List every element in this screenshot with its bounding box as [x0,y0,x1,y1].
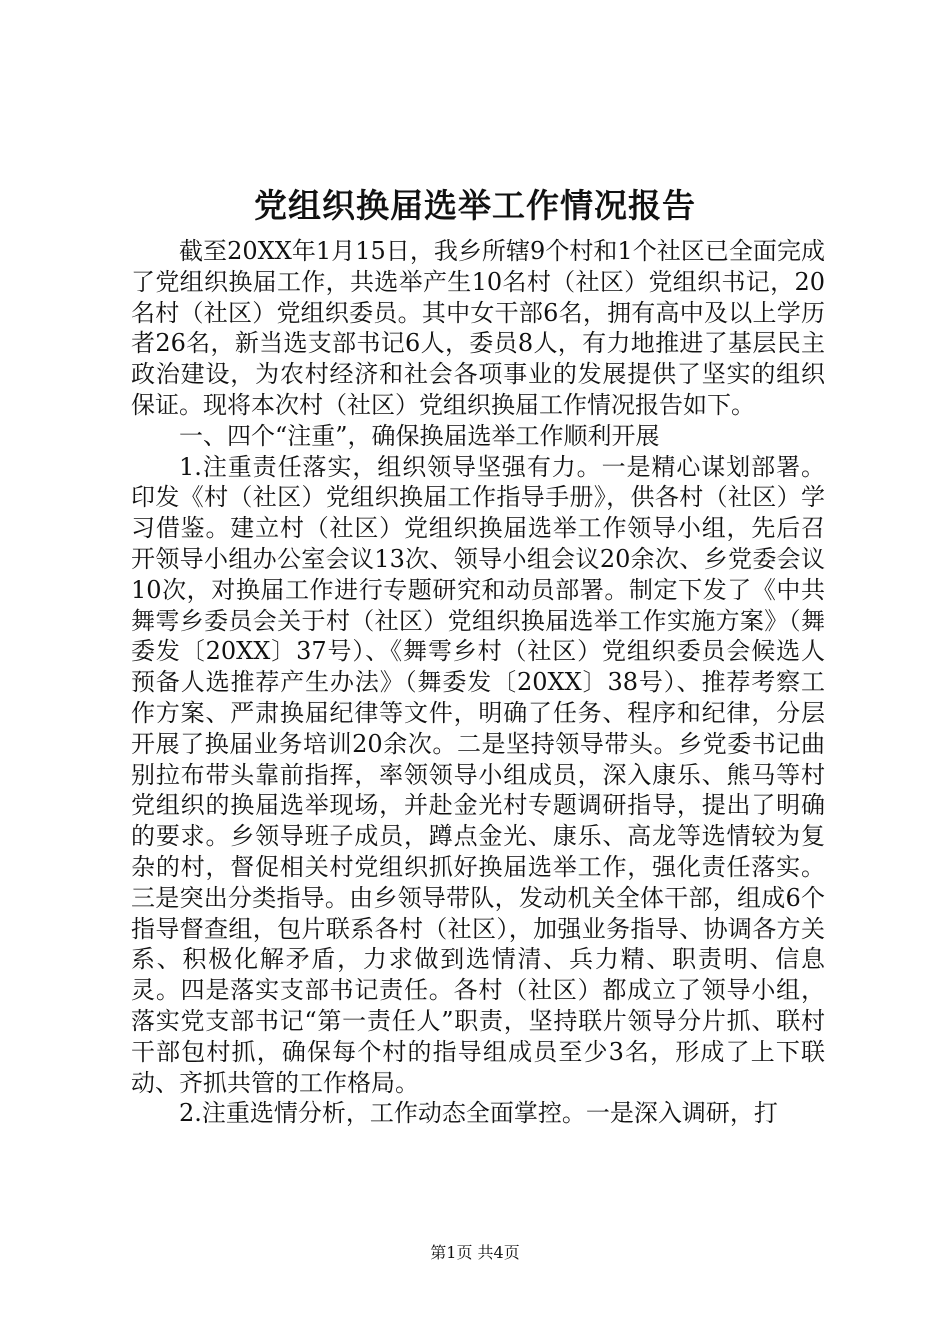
paragraph-intro: 截至20XX年1月15日，我乡所辖9个村和1个社区已全面完成了党组织换届工作，共选举产生10名村（社区）党组织书记，20名村（社区）党组织委员。其中女干部6名，拥有高中及以上学历者26名，新当选支部书记6人，委员8人，有力地推进了基层民主政治建设，为农村经济和社会各项事业的发展提供了坚实的组织保证。现将本次村（社区）党组织换届工作情况报告如下。 [131,237,825,419]
page-footer [0,1242,950,1264]
section-heading: 一、四个“注重”，确保换届选举工作顺利开展 [179,421,660,450]
paragraph-item-1: 1.注重责任落实，组织领导坚强有力。一是精心谋划部署。印发《村（社区）党组织换届工作指导手册》，供各村（社区）学习借鉴。建立村（社区）党组织换届选举工作领导小组，先后召开领导小组办公室会议13次、领导小组会议20余次、乡党委会议10次，对换届工作进行专题研究和动员部署。制定下发了《中共舞雩乡委员会关于村（社区）党组织换届选举工作实施方案》（舞委发〔20XX〕37号）、《舞雩乡村（社区）党组织委员会候选人预备人选推荐产生办法》（舞委发〔20XX〕38号）、推荐考察工作方案、严肃换届纪律等文件，明确了任务、程序和纪律，分层开展了换届业务培训20余次。二是坚持领导带头。乡党委书记曲别拉布带头靠前指挥，率领领导小组成员，深入康乐、熊马等村党组织的换届选举现场，并赴金光村专题调研指导，提出了明确的要求。乡领导班子成员，蹲点金光、康乐、高龙等选情较为复杂的村，督促相关村党组织抓好换届选举工作，强化责任落实。三是突出分类指导。由乡领导带队，发动机关全体干部，组成6个指导督查组，包片联系各村（社区），加强业务指导、协调各方关系、积极化解矛盾，力求做到选情清、兵力精、职责明、信息灵。四是落实支部书记责任。各村（社区）都成立了领导小组，落实党支部书记“第一责任人”职责，坚持联片领导分片抓、联村干部包村抓，确保每个村的指导组成员至少3名，形成了上下联动、齐抓共管的工作格局。 [131,452,825,1097]
document-title: 党组织换届选举工作情况报告 [254,186,696,225]
page-total: 共4页 [477,1243,520,1262]
paragraph-item-2: 2.注重选情分析，工作动态全面掌控。一是深入调研，打 [179,1099,778,1128]
page-number: 第1页 [430,1243,473,1262]
document-body [131,236,825,1129]
